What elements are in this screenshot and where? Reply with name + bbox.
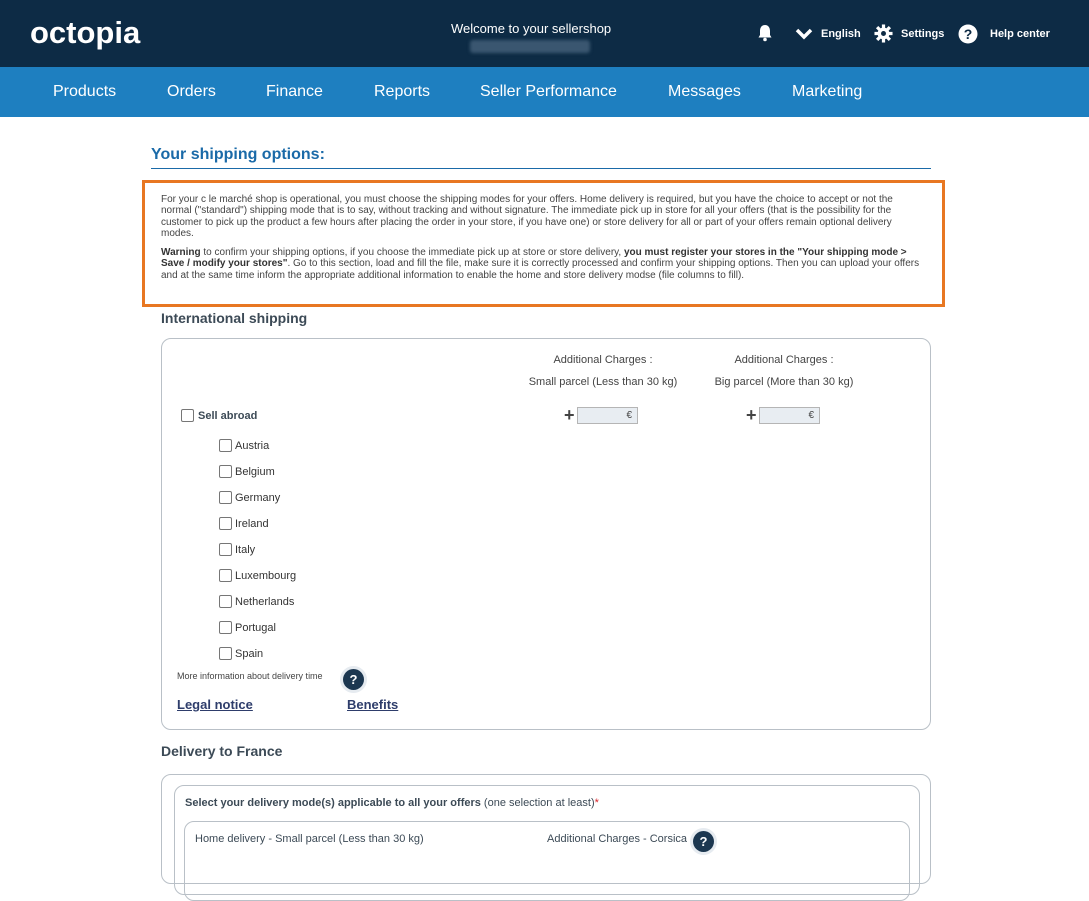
question-circle-icon bbox=[958, 24, 978, 44]
home-delivery-row bbox=[184, 821, 910, 901]
settings-label: Settings bbox=[901, 27, 945, 40]
nav-finance[interactable]: Finance bbox=[266, 83, 323, 100]
international-shipping-panel bbox=[161, 338, 931, 730]
title-divider bbox=[151, 168, 931, 169]
nav-products[interactable]: Products bbox=[53, 83, 117, 100]
country-checkbox-austria[interactable] bbox=[219, 439, 232, 452]
nav-reports[interactable]: Reports bbox=[374, 83, 431, 100]
delivery-france-panel bbox=[161, 774, 931, 884]
warning-lead: Warning bbox=[161, 247, 201, 259]
country-label: Spain bbox=[235, 648, 264, 660]
main-nav bbox=[0, 67, 1089, 117]
benefits-link[interactable]: Benefits bbox=[347, 697, 399, 712]
welcome-text: Welcome to your sellershop bbox=[451, 21, 612, 36]
plus-icon: + bbox=[746, 405, 757, 425]
country-label: Luxembourg bbox=[235, 570, 297, 582]
delivery-modes-box bbox=[174, 785, 920, 895]
warning-paragraph-1: For your c le marché shop is operational, you must choose the shipping modes for your offers. Home delivery is required, but you have the choice to accept or not the normal ("standard") shipping mode that is to say, without tracking and without signature. The immediate pick up in store for all your offers (that is the possibility for the customer to pick up the product a few hours after placing the order in your store, if you have one) or store delivery for all or part of your offers remain optional delivery modes. bbox=[161, 194, 893, 239]
small-parcel-charges-label: Additional Charges : bbox=[553, 354, 653, 366]
notification-bell-icon[interactable] bbox=[757, 24, 773, 42]
delivery-modes-label: Select your delivery mode(s) applicable to all your offers bbox=[185, 797, 481, 809]
top-header bbox=[0, 0, 1089, 67]
big-parcel-label: Big parcel (More than 30 kg) bbox=[714, 376, 854, 388]
language-selector[interactable] bbox=[795, 0, 861, 67]
country-checkbox-netherlands[interactable] bbox=[219, 595, 232, 608]
gear-icon bbox=[874, 24, 893, 43]
country-label: Netherlands bbox=[235, 596, 295, 608]
country-label: Ireland bbox=[235, 518, 269, 530]
nav-messages[interactable]: Messages bbox=[668, 83, 741, 100]
delivery-modes-hint: (one selection at least) bbox=[480, 797, 595, 809]
language-label: English bbox=[821, 27, 861, 40]
country-label: Germany bbox=[235, 492, 281, 504]
octopia-logo[interactable]: octopia bbox=[30, 15, 141, 50]
page-title: Your shipping options: bbox=[151, 146, 325, 163]
warning-store-instruction: you must register your stores in the "Your shipping mode > Save / modify your stores" bbox=[161, 247, 907, 270]
warning-paragraph-2 bbox=[161, 247, 926, 281]
country-checkbox-belgium[interactable] bbox=[219, 465, 232, 478]
delivery-time-info-text: More information about delivery time bbox=[177, 671, 323, 681]
country-label: Italy bbox=[235, 544, 256, 556]
required-mark: * bbox=[594, 797, 599, 809]
country-checkbox-spain[interactable] bbox=[219, 647, 232, 660]
help-icon[interactable]: ? bbox=[693, 831, 714, 852]
country-checkbox-italy[interactable] bbox=[219, 543, 232, 556]
help-center-button[interactable] bbox=[958, 0, 1050, 67]
sell-abroad-checkbox[interactable] bbox=[181, 409, 194, 422]
nav-seller-performance[interactable]: Seller Performance bbox=[480, 83, 617, 100]
settings-button[interactable] bbox=[874, 0, 944, 67]
legal-notice-link[interactable]: Legal notice bbox=[177, 697, 253, 712]
home-delivery-label: Home delivery - Small parcel (Less than 30 kg) bbox=[195, 833, 424, 845]
nav-orders[interactable]: Orders bbox=[167, 83, 216, 100]
warning-text-b: . Go to this section, load and fill the file, make sure it is correctly processed and confirm your shipping options. Then you can upload your offers and at the same time inform the appropriate additional information to enable the home and store delivery modse (file columns to fill). bbox=[161, 258, 920, 281]
plus-icon: + bbox=[564, 405, 575, 425]
delivery-france-heading: Delivery to France bbox=[161, 743, 283, 759]
international-shipping-heading: International shipping bbox=[161, 310, 308, 326]
shop-name-redacted bbox=[470, 40, 590, 53]
help-center-label: Help center bbox=[990, 27, 1050, 40]
country-checkbox-luxembourg[interactable] bbox=[219, 569, 232, 582]
small-parcel-label: Small parcel (Less than 30 kg) bbox=[528, 376, 678, 388]
chevron-down-icon bbox=[795, 28, 813, 40]
country-checkbox-ireland[interactable] bbox=[219, 517, 232, 530]
shipping-warning-box bbox=[142, 180, 945, 307]
country-label: Portugal bbox=[235, 622, 276, 634]
corsica-charges-label: Additional Charges - Corsica bbox=[547, 833, 688, 845]
help-icon[interactable]: ? bbox=[343, 669, 364, 690]
big-parcel-charge-input[interactable]: € bbox=[759, 407, 820, 424]
country-checkbox-germany[interactable] bbox=[219, 491, 232, 504]
sell-abroad-label: Sell abroad bbox=[198, 410, 258, 422]
warning-text-a: to confirm your shipping options, if you choose the immediate pick up at store or store delivery, bbox=[200, 247, 624, 259]
delivery-modes-prompt bbox=[185, 797, 599, 809]
svg-text:?: ? bbox=[963, 25, 973, 42]
nav-marketing[interactable]: Marketing bbox=[792, 83, 863, 100]
country-label: Belgium bbox=[235, 466, 275, 478]
big-parcel-charges-label: Additional Charges : bbox=[734, 354, 834, 366]
small-parcel-charge-input[interactable]: € bbox=[577, 407, 638, 424]
country-checkbox-portugal[interactable] bbox=[219, 621, 232, 634]
country-label: Austria bbox=[235, 440, 270, 452]
